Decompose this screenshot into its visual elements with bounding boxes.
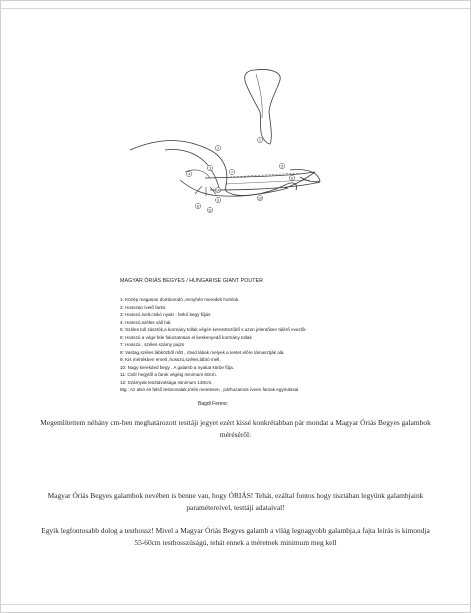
legend-item: 10: Nagy kerekded begy . A galamb a nyakat körbe fűja. bbox=[120, 364, 234, 370]
legend-item: 1: Közép magasan domborodó ,ennyhén meredek homlok. bbox=[120, 297, 240, 302]
callout-9 bbox=[215, 197, 220, 202]
callout-3 bbox=[207, 165, 212, 170]
callout-12 bbox=[257, 195, 262, 200]
svg-text:9: 9 bbox=[217, 198, 219, 203]
paragraph-giant-name: Magyar Óriás Begyes galambok nevében is benne van, hogy ÓRIÁS! Tehát, ezáltal fontos hogy tisztában legyünk galambjaink paramétereivel, testtáji adataival! bbox=[47, 491, 424, 512]
paragraph-body-length: Egyik legfontosabb dolog a testhossz! Mivel a Magyar Óriás Begyes galamb a világ legnagyobb galambja,a fajta leírás is kimondja 55-60cm testhosszúságú, tehát ennek a méretnek minimum meg kell bbox=[41, 526, 430, 547]
legend-item: 9: Kis mértékben emelt ,hosszú,széles,lábtó mell, bbox=[120, 357, 221, 362]
callout-6 bbox=[289, 175, 294, 180]
svg-text:1: 1 bbox=[259, 138, 261, 143]
legend-item: 5: Széles toll zásztók,a kormány tollak végén kereszteződő s azon jelentősen túlérő evezők bbox=[120, 327, 306, 332]
legend-item: 11: Csőr hegytől a farok végéig minimum 60cm. bbox=[120, 372, 217, 377]
svg-text:10: 10 bbox=[216, 188, 220, 193]
legend-item: 7: Hosszú , széles szárny pajzs bbox=[120, 342, 185, 347]
sketch-crop-inner bbox=[256, 74, 262, 118]
pouter-pigeon-sketch bbox=[110, 60, 370, 265]
page-top-edge bbox=[0, 8, 471, 9]
legend-item: 12: Szárnyak tesztávolsága minimum 130cm. bbox=[120, 379, 213, 385]
callout-5 bbox=[279, 163, 284, 168]
svg-text:5: 5 bbox=[281, 164, 283, 169]
legend-item: 8: Vastag,széles lábközből nőtt , rövid lábak melyek a testet előre támasztják alá. bbox=[120, 349, 285, 355]
page-bottom-edge bbox=[0, 604, 471, 605]
figure-title: MAGYAR ÓRIÁS BEGYES / HUNGARISE GIANT POUTER bbox=[120, 278, 263, 284]
callout-4 bbox=[186, 171, 191, 176]
sketch-crop bbox=[245, 69, 281, 144]
legend-item: 6: Hosszú a vége fele fokozatosan el keskenyedő kormány tollak bbox=[120, 334, 252, 340]
callout-7 bbox=[229, 169, 234, 174]
legend-item: 2: Hosszan ívelő farkó bbox=[120, 304, 166, 310]
legend-item: 4: Hosszú,széles váll hát bbox=[120, 319, 171, 325]
sketch-body-line bbox=[165, 150, 220, 193]
svg-text:3: 3 bbox=[209, 166, 211, 171]
svg-text:2: 2 bbox=[217, 146, 219, 151]
svg-text:8: 8 bbox=[197, 204, 199, 209]
svg-text:12: 12 bbox=[258, 196, 262, 201]
callout-8 bbox=[195, 203, 200, 208]
sketch-tail-tip bbox=[290, 169, 320, 181]
sketch-back-line bbox=[130, 141, 297, 196]
legend-item: Mg.: Az alsó és felső testvonalak,törés mentesen , párhuzamos íveen futnak egymással. bbox=[120, 387, 300, 392]
callout-2 bbox=[215, 145, 220, 150]
svg-text:4: 4 bbox=[188, 172, 190, 177]
svg-text:11: 11 bbox=[208, 208, 212, 213]
figure-author: Bagdi Ferenc bbox=[198, 401, 228, 407]
callout-11 bbox=[207, 207, 212, 212]
callout-10 bbox=[215, 187, 220, 192]
paragraph-measurement-intro: Megemlítettem néhány cm-ben meghatározott testtáji jegyet ezért kissé konkrétabban pár mondat a Magyar Óriás Begyes galambok méréséről: bbox=[40, 418, 431, 439]
callout-1 bbox=[257, 137, 262, 142]
svg-text:6: 6 bbox=[291, 176, 293, 181]
legend-item: 3: Hosszú,ívelt,csikó nyaki - farkó begy fűjás bbox=[120, 312, 211, 317]
figure-legend bbox=[120, 296, 385, 394]
svg-text:7: 7 bbox=[231, 170, 233, 175]
